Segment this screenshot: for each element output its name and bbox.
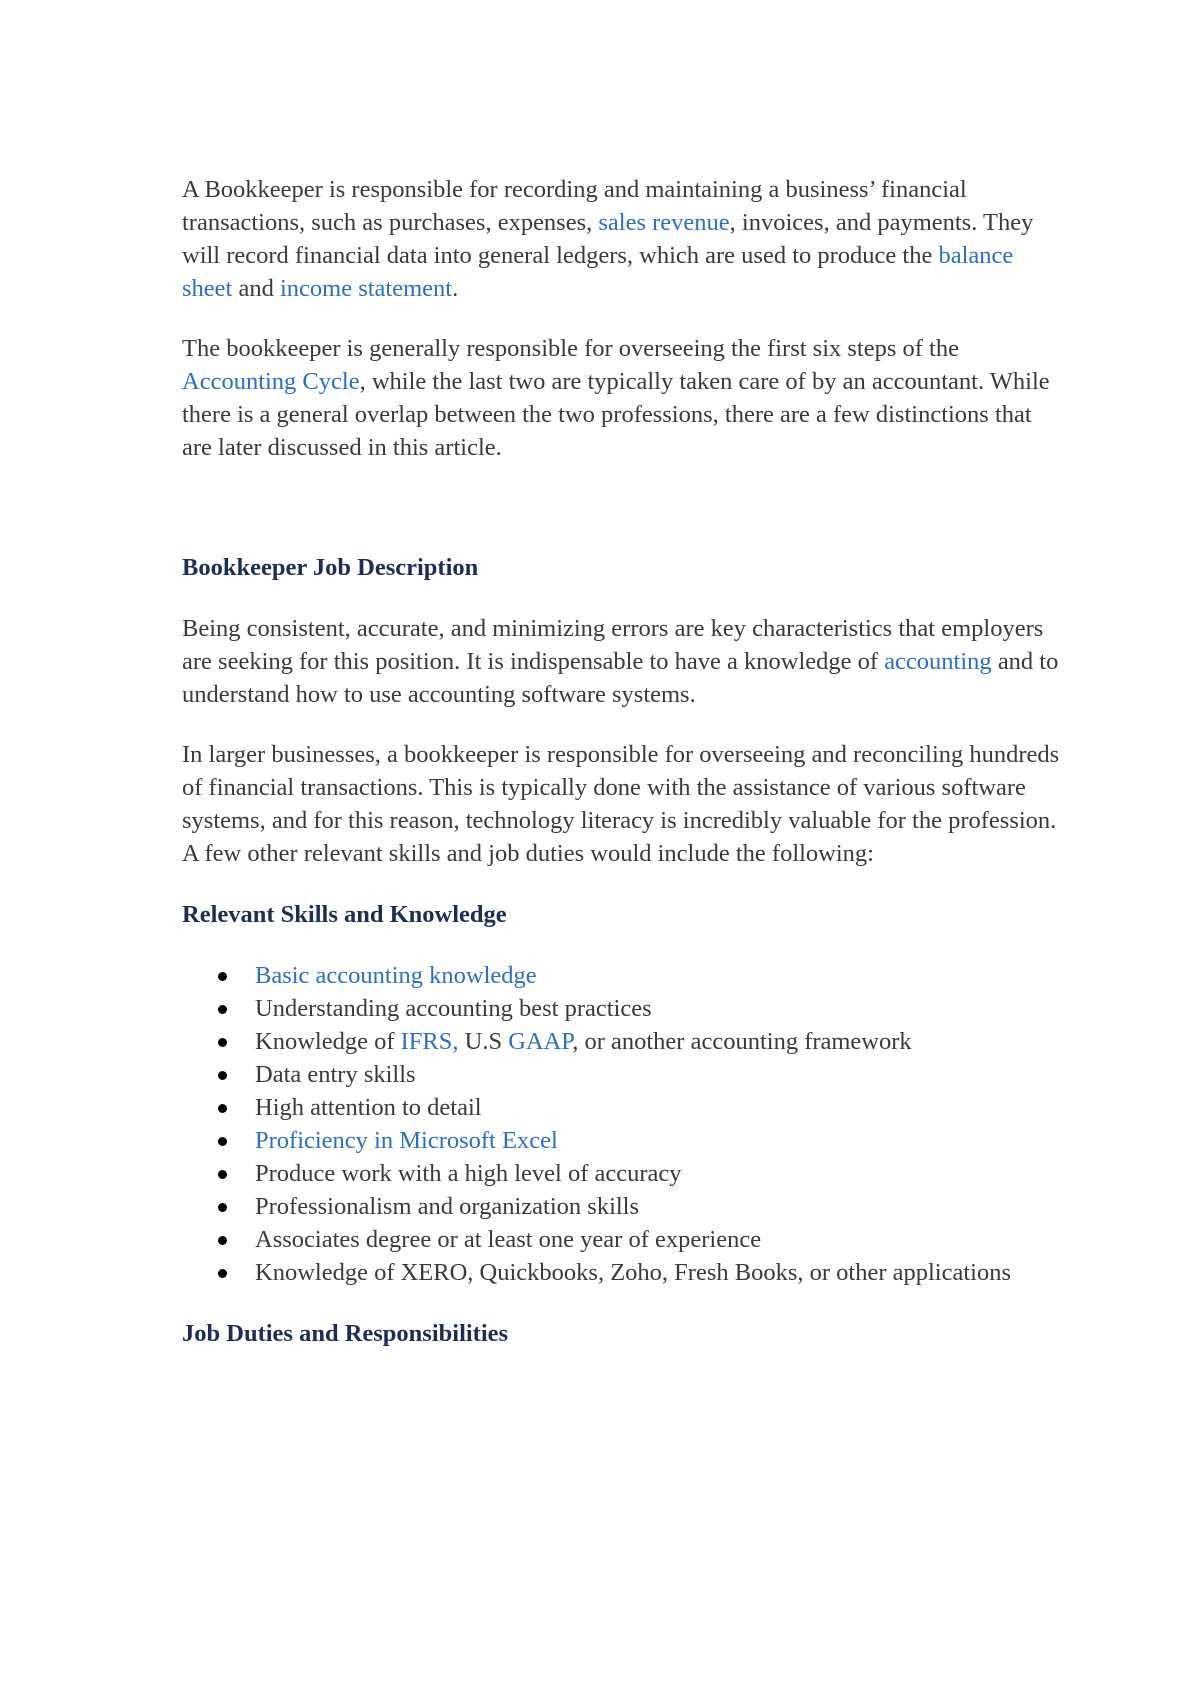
list-item xyxy=(182,1223,1062,1256)
list-item xyxy=(182,992,1062,1025)
list-item-text: , or another accounting framework xyxy=(572,1028,912,1055)
heading-job-duties: Job Duties and Responsibilities xyxy=(182,1320,509,1347)
link-basic-accounting-knowledge[interactable]: Basic accounting knowledge xyxy=(255,962,537,989)
intro-paragraph-2 xyxy=(182,332,1062,464)
list-item-text: High attention to detail xyxy=(255,1094,482,1121)
text-span: , while the last two are typically taken care of by an accountant. While there is a general overlap between the two professions, there are a few distinctions that are later discussed in this article. xyxy=(182,368,1050,461)
bullet-icon xyxy=(218,1104,227,1113)
bullet-icon xyxy=(218,972,227,981)
list-item xyxy=(182,1157,1062,1190)
job-description-paragraph-2: In larger businesses, a bookkeeper is responsible for overseeing and reconciling hundreds of financial transactions. This is typically done with the assistance of various software systems, and for this reason, technology literacy is incredibly valuable for the profession. A few other relevant skills and job duties would include the following: xyxy=(182,741,1060,867)
list-item xyxy=(182,959,1062,992)
list-item xyxy=(182,1091,1062,1124)
intro-paragraph-1 xyxy=(182,173,1062,305)
text-span: Being consistent, accurate, and minimizing errors are key characteristics that employers are seeking for this position. It is indispensable to have a knowledge of xyxy=(182,615,1044,675)
bullet-icon xyxy=(218,1071,227,1080)
link-balance-sheet[interactable]: balance sheet xyxy=(182,242,1014,302)
link-accounting-cycle[interactable]: Accounting Cycle xyxy=(182,368,360,395)
list-item xyxy=(182,1058,1062,1091)
list-item-text: Data entry skills xyxy=(255,1061,416,1088)
list-item-text: Knowledge of XERO, Quickbooks, Zoho, Fresh Books, or other applications xyxy=(255,1259,1011,1286)
text-span: and xyxy=(232,275,280,302)
bullet-icon xyxy=(218,1269,227,1278)
link-sales-revenue[interactable]: sales revenue xyxy=(598,209,730,236)
bullet-icon xyxy=(218,1038,227,1047)
bullet-icon xyxy=(218,1170,227,1179)
link-accounting[interactable]: accounting xyxy=(884,648,992,675)
list-item-text: Professionalism and organization skills xyxy=(255,1193,640,1220)
text-span: and to understand how to use accounting software systems. xyxy=(182,648,1059,708)
heading-relevant-skills: Relevant Skills and Knowledge xyxy=(182,901,507,928)
skills-list xyxy=(182,959,1062,1289)
bullet-icon xyxy=(218,1137,227,1146)
heading-job-description: Bookkeeper Job Description xyxy=(182,554,479,581)
list-item-text: Associates degree or at least one year of experience xyxy=(255,1226,762,1253)
link-income-statement[interactable]: income statement xyxy=(279,275,453,302)
list-item-text: U.S xyxy=(458,1028,509,1055)
list-item xyxy=(182,1256,1062,1289)
bullet-icon xyxy=(218,1005,227,1014)
bullet-icon xyxy=(218,1236,227,1245)
list-item xyxy=(182,1124,1062,1157)
list-item xyxy=(182,1190,1062,1223)
text-span: A Bookkeeper is responsible for recording and maintaining a business’ financial transactions, such as purchases, expenses, xyxy=(182,176,967,236)
list-item-text: Knowledge of xyxy=(255,1028,401,1055)
list-item-text: Understanding accounting best practices xyxy=(255,995,652,1022)
text-span: The bookkeeper is generally responsible for overseeing the first six steps of the xyxy=(182,335,959,362)
job-description-paragraph-1 xyxy=(182,612,1062,711)
link-ifrs[interactable]: IFRS, xyxy=(400,1028,459,1055)
bullet-icon xyxy=(218,1203,227,1212)
text-span: , invoices, and payments. They will record financial data into general ledgers, which are used to produce the xyxy=(182,209,1034,269)
list-item-text: Produce work with a high level of accuracy xyxy=(255,1160,682,1187)
text-span: . xyxy=(452,275,459,302)
link-proficiency-excel[interactable]: Proficiency in Microsoft Excel xyxy=(255,1127,558,1154)
document-page xyxy=(182,173,1062,1350)
link-gaap[interactable]: GAAP xyxy=(508,1028,573,1055)
list-item xyxy=(182,1025,1062,1058)
